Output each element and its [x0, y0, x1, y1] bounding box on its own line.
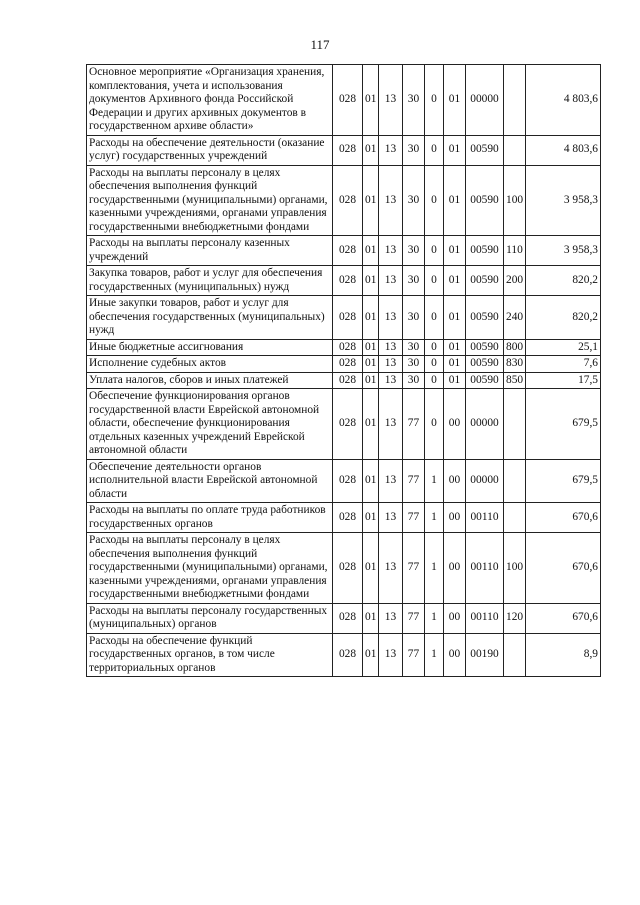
subprogram-code: 0	[425, 165, 444, 236]
subprogram-code: 1	[425, 503, 444, 533]
section-code: 01	[363, 339, 379, 356]
expense-type-code	[504, 503, 526, 533]
ministry-code: 028	[333, 65, 363, 136]
expense-type-code	[504, 389, 526, 460]
program-code: 30	[403, 266, 425, 296]
direction-code: 00590	[466, 339, 504, 356]
subsection-code: 13	[379, 533, 403, 604]
ministry-code: 028	[333, 389, 363, 460]
amount: 670,6	[526, 603, 601, 633]
direction-code: 00590	[466, 266, 504, 296]
section-code: 01	[363, 236, 379, 266]
amount: 4 803,6	[526, 65, 601, 136]
subsection-code: 13	[379, 135, 403, 165]
row-name: Расходы на выплаты персоналу казенных учреждений	[87, 236, 333, 266]
activity-code: 00	[444, 533, 466, 604]
program-code: 30	[403, 65, 425, 136]
subsection-code: 13	[379, 389, 403, 460]
activity-code: 01	[444, 372, 466, 389]
subprogram-code: 1	[425, 459, 444, 503]
expense-type-code: 100	[504, 165, 526, 236]
amount: 679,5	[526, 389, 601, 460]
direction-code: 00590	[466, 356, 504, 373]
program-code: 30	[403, 135, 425, 165]
program-code: 30	[403, 165, 425, 236]
expense-type-code	[504, 65, 526, 136]
direction-code: 00110	[466, 533, 504, 604]
table-body	[87, 65, 601, 677]
subsection-code: 13	[379, 266, 403, 296]
direction-code: 00190	[466, 633, 504, 677]
amount: 7,6	[526, 356, 601, 373]
row-name: Уплата налогов, сборов и иных платежей	[87, 372, 333, 389]
amount: 17,5	[526, 372, 601, 389]
program-code: 77	[403, 503, 425, 533]
direction-code: 00590	[466, 135, 504, 165]
subsection-code: 13	[379, 339, 403, 356]
table-row	[87, 165, 601, 236]
expense-type-code	[504, 135, 526, 165]
section-code: 01	[363, 633, 379, 677]
expense-type-code	[504, 633, 526, 677]
direction-code: 00590	[466, 296, 504, 340]
program-code: 77	[403, 633, 425, 677]
ministry-code: 028	[333, 356, 363, 373]
amount: 670,6	[526, 503, 601, 533]
subsection-code: 13	[379, 459, 403, 503]
expense-type-code: 120	[504, 603, 526, 633]
ministry-code: 028	[333, 266, 363, 296]
direction-code: 00000	[466, 389, 504, 460]
ministry-code: 028	[333, 459, 363, 503]
expense-type-code: 200	[504, 266, 526, 296]
row-name: Расходы на выплаты персоналу государственных (муниципальных) органов	[87, 603, 333, 633]
row-name: Иные бюджетные ассигнования	[87, 339, 333, 356]
section-code: 01	[363, 356, 379, 373]
row-name: Расходы на обеспечение деятельности (оказание услуг) государственных учреждений	[87, 135, 333, 165]
subsection-code: 13	[379, 356, 403, 373]
table-row	[87, 372, 601, 389]
direction-code: 00110	[466, 603, 504, 633]
subprogram-code: 1	[425, 533, 444, 604]
section-code: 01	[363, 533, 379, 604]
section-code: 01	[363, 135, 379, 165]
program-code: 30	[403, 372, 425, 389]
activity-code: 01	[444, 236, 466, 266]
subprogram-code: 0	[425, 65, 444, 136]
subprogram-code: 0	[425, 296, 444, 340]
table-row	[87, 459, 601, 503]
program-code: 30	[403, 296, 425, 340]
expense-type-code: 830	[504, 356, 526, 373]
direction-code: 00110	[466, 503, 504, 533]
ministry-code: 028	[333, 339, 363, 356]
table-row	[87, 503, 601, 533]
direction-code: 00590	[466, 372, 504, 389]
row-name: Расходы на выплаты персоналу в целях обеспечения выполнения функций государственными (муниципальными) органами, казенными учреждениями, органами управления государственными внебюджетными фондами	[87, 533, 333, 604]
subsection-code: 13	[379, 603, 403, 633]
subprogram-code: 0	[425, 135, 444, 165]
program-code: 77	[403, 459, 425, 503]
row-name: Обеспечение функционирования органов государственной власти Еврейской автономной области, обеспечение функционирования отдельных казенных учреждений Еврейской автономной области	[87, 389, 333, 460]
activity-code: 00	[444, 603, 466, 633]
amount: 820,2	[526, 296, 601, 340]
subsection-code: 13	[379, 633, 403, 677]
row-name: Исполнение судебных актов	[87, 356, 333, 373]
table-row	[87, 339, 601, 356]
expense-type-code: 800	[504, 339, 526, 356]
subsection-code: 13	[379, 296, 403, 340]
page-number: 117	[310, 37, 330, 52]
amount: 670,6	[526, 533, 601, 604]
subsection-code: 13	[379, 165, 403, 236]
subprogram-code: 0	[425, 372, 444, 389]
table-row	[87, 603, 601, 633]
table-row	[87, 65, 601, 136]
subprogram-code: 0	[425, 236, 444, 266]
ministry-code: 028	[333, 503, 363, 533]
direction-code: 00590	[466, 165, 504, 236]
direction-code: 00000	[466, 65, 504, 136]
subprogram-code: 0	[425, 356, 444, 373]
table-row	[87, 236, 601, 266]
section-code: 01	[363, 372, 379, 389]
ministry-code: 028	[333, 603, 363, 633]
activity-code: 00	[444, 389, 466, 460]
ministry-code: 028	[333, 165, 363, 236]
activity-code: 01	[444, 296, 466, 340]
amount: 3 958,3	[526, 236, 601, 266]
expense-type-code: 110	[504, 236, 526, 266]
expense-type-code: 100	[504, 533, 526, 604]
activity-code: 00	[444, 459, 466, 503]
table-row	[87, 533, 601, 604]
activity-code: 00	[444, 503, 466, 533]
subprogram-code: 0	[425, 266, 444, 296]
program-code: 30	[403, 236, 425, 266]
activity-code: 00	[444, 633, 466, 677]
ministry-code: 028	[333, 296, 363, 340]
amount: 8,9	[526, 633, 601, 677]
table-row	[87, 296, 601, 340]
section-code: 01	[363, 266, 379, 296]
subsection-code: 13	[379, 236, 403, 266]
row-name: Иные закупки товаров, работ и услуг для обеспечения государственных (муниципальных) нужд	[87, 296, 333, 340]
program-code: 77	[403, 603, 425, 633]
ministry-code: 028	[333, 236, 363, 266]
amount: 3 958,3	[526, 165, 601, 236]
program-code: 30	[403, 356, 425, 373]
section-code: 01	[363, 65, 379, 136]
subsection-code: 13	[379, 65, 403, 136]
ministry-code: 028	[333, 533, 363, 604]
row-name: Закупка товаров, работ и услуг для обеспечения государственных (муниципальных) нужд	[87, 266, 333, 296]
section-code: 01	[363, 459, 379, 503]
row-name: Расходы на выплаты по оплате труда работников государственных органов	[87, 503, 333, 533]
ministry-code: 028	[333, 372, 363, 389]
row-name: Обеспечение деятельности органов исполнительной власти Еврейской автономной области	[87, 459, 333, 503]
section-code: 01	[363, 296, 379, 340]
table-row	[87, 135, 601, 165]
activity-code: 01	[444, 339, 466, 356]
section-code: 01	[363, 603, 379, 633]
row-name: Основное мероприятие «Организация хранения, комплектования, учета и использования документов Архивного фонда Российской Федерации и других архивных документов в государственном архиве области»	[87, 65, 333, 136]
subsection-code: 13	[379, 503, 403, 533]
table-row	[87, 356, 601, 373]
table-row	[87, 266, 601, 296]
subprogram-code: 0	[425, 389, 444, 460]
expense-type-code	[504, 459, 526, 503]
row-name: Расходы на выплаты персоналу в целях обеспечения выполнения функций государственными (муниципальными) органами, казенными учреждениями, органами управления государственными внебюджетными фондами	[87, 165, 333, 236]
program-code: 77	[403, 533, 425, 604]
section-code: 01	[363, 165, 379, 236]
subsection-code: 13	[379, 372, 403, 389]
table-row	[87, 389, 601, 460]
amount: 820,2	[526, 266, 601, 296]
budget-table	[86, 64, 601, 677]
activity-code: 01	[444, 65, 466, 136]
ministry-code: 028	[333, 633, 363, 677]
program-code: 30	[403, 339, 425, 356]
direction-code: 00590	[466, 236, 504, 266]
activity-code: 01	[444, 266, 466, 296]
section-code: 01	[363, 503, 379, 533]
activity-code: 01	[444, 135, 466, 165]
ministry-code: 028	[333, 135, 363, 165]
subprogram-code: 0	[425, 339, 444, 356]
subprogram-code: 1	[425, 603, 444, 633]
amount: 4 803,6	[526, 135, 601, 165]
subprogram-code: 1	[425, 633, 444, 677]
amount: 679,5	[526, 459, 601, 503]
expense-type-code: 240	[504, 296, 526, 340]
activity-code: 01	[444, 165, 466, 236]
table-row	[87, 633, 601, 677]
section-code: 01	[363, 389, 379, 460]
amount: 25,1	[526, 339, 601, 356]
expense-type-code: 850	[504, 372, 526, 389]
activity-code: 01	[444, 356, 466, 373]
row-name: Расходы на обеспечение функций государственных органов, в том числе территориальных органов	[87, 633, 333, 677]
direction-code: 00000	[466, 459, 504, 503]
program-code: 77	[403, 389, 425, 460]
